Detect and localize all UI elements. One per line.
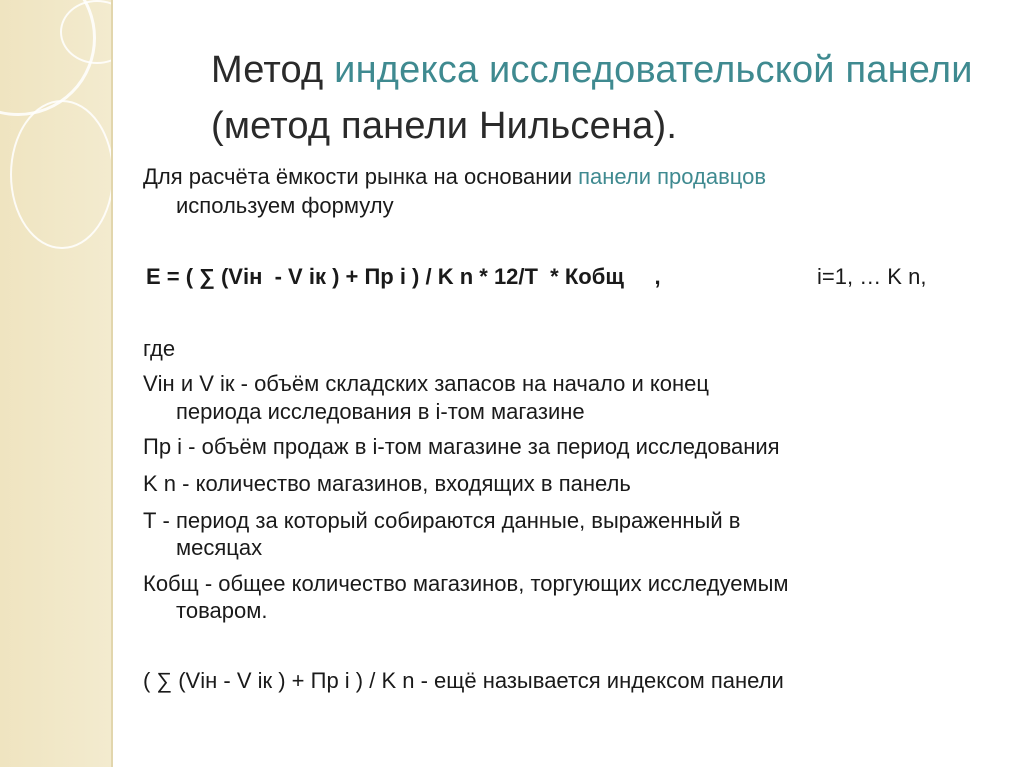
intro-text: Для расчёта ёмкости рынка на основании — [143, 164, 579, 189]
intro-line-1 — [143, 164, 766, 190]
conclusion-line: ( ∑ (Vін - V ік ) + Пр і ) / K n - ещё называется индексом панели — [143, 668, 784, 693]
definition-2: Пр і - объём продаж в і-том магазине за период исследования — [143, 434, 780, 459]
title-part-1: Метод — [211, 49, 335, 91]
intro-accent: панели продавцов — [578, 164, 767, 189]
slide-title — [211, 42, 991, 154]
title-accent: индекса исследовательской панели — [334, 49, 973, 91]
definition-1-line-1: Vін и V ік - объём складских запасов на начало и конец — [143, 371, 709, 396]
definition-5-line-1: Кобщ - общее количество магазинов, торгующих исследуемым — [143, 571, 789, 596]
title-part-3: (метод панели Нильсена). — [211, 105, 678, 147]
definition-4-line-2: месяцах — [176, 535, 263, 560]
decorative-sidebar — [0, 0, 111, 767]
formula-index-range: i=1, … K n, — [817, 264, 927, 289]
intro-line-2: используем формулу — [176, 193, 394, 218]
formula-main: Е = ( ∑ (Vін - V ік ) + Пр і ) / K n * 12/Т * Кобщ , — [146, 264, 661, 289]
where-label: где — [143, 336, 176, 361]
definition-5-line-2: товаром. — [176, 598, 268, 623]
definition-3: K n - количество магазинов, входящих в панель — [143, 471, 631, 496]
slide-content — [111, 0, 1024, 767]
decor-ring — [10, 100, 111, 249]
definition-1-line-2: периода исследования в і-том магазине — [176, 399, 585, 424]
definition-4-line-1: Т - период за который собираются данные, выраженный в — [143, 508, 741, 533]
